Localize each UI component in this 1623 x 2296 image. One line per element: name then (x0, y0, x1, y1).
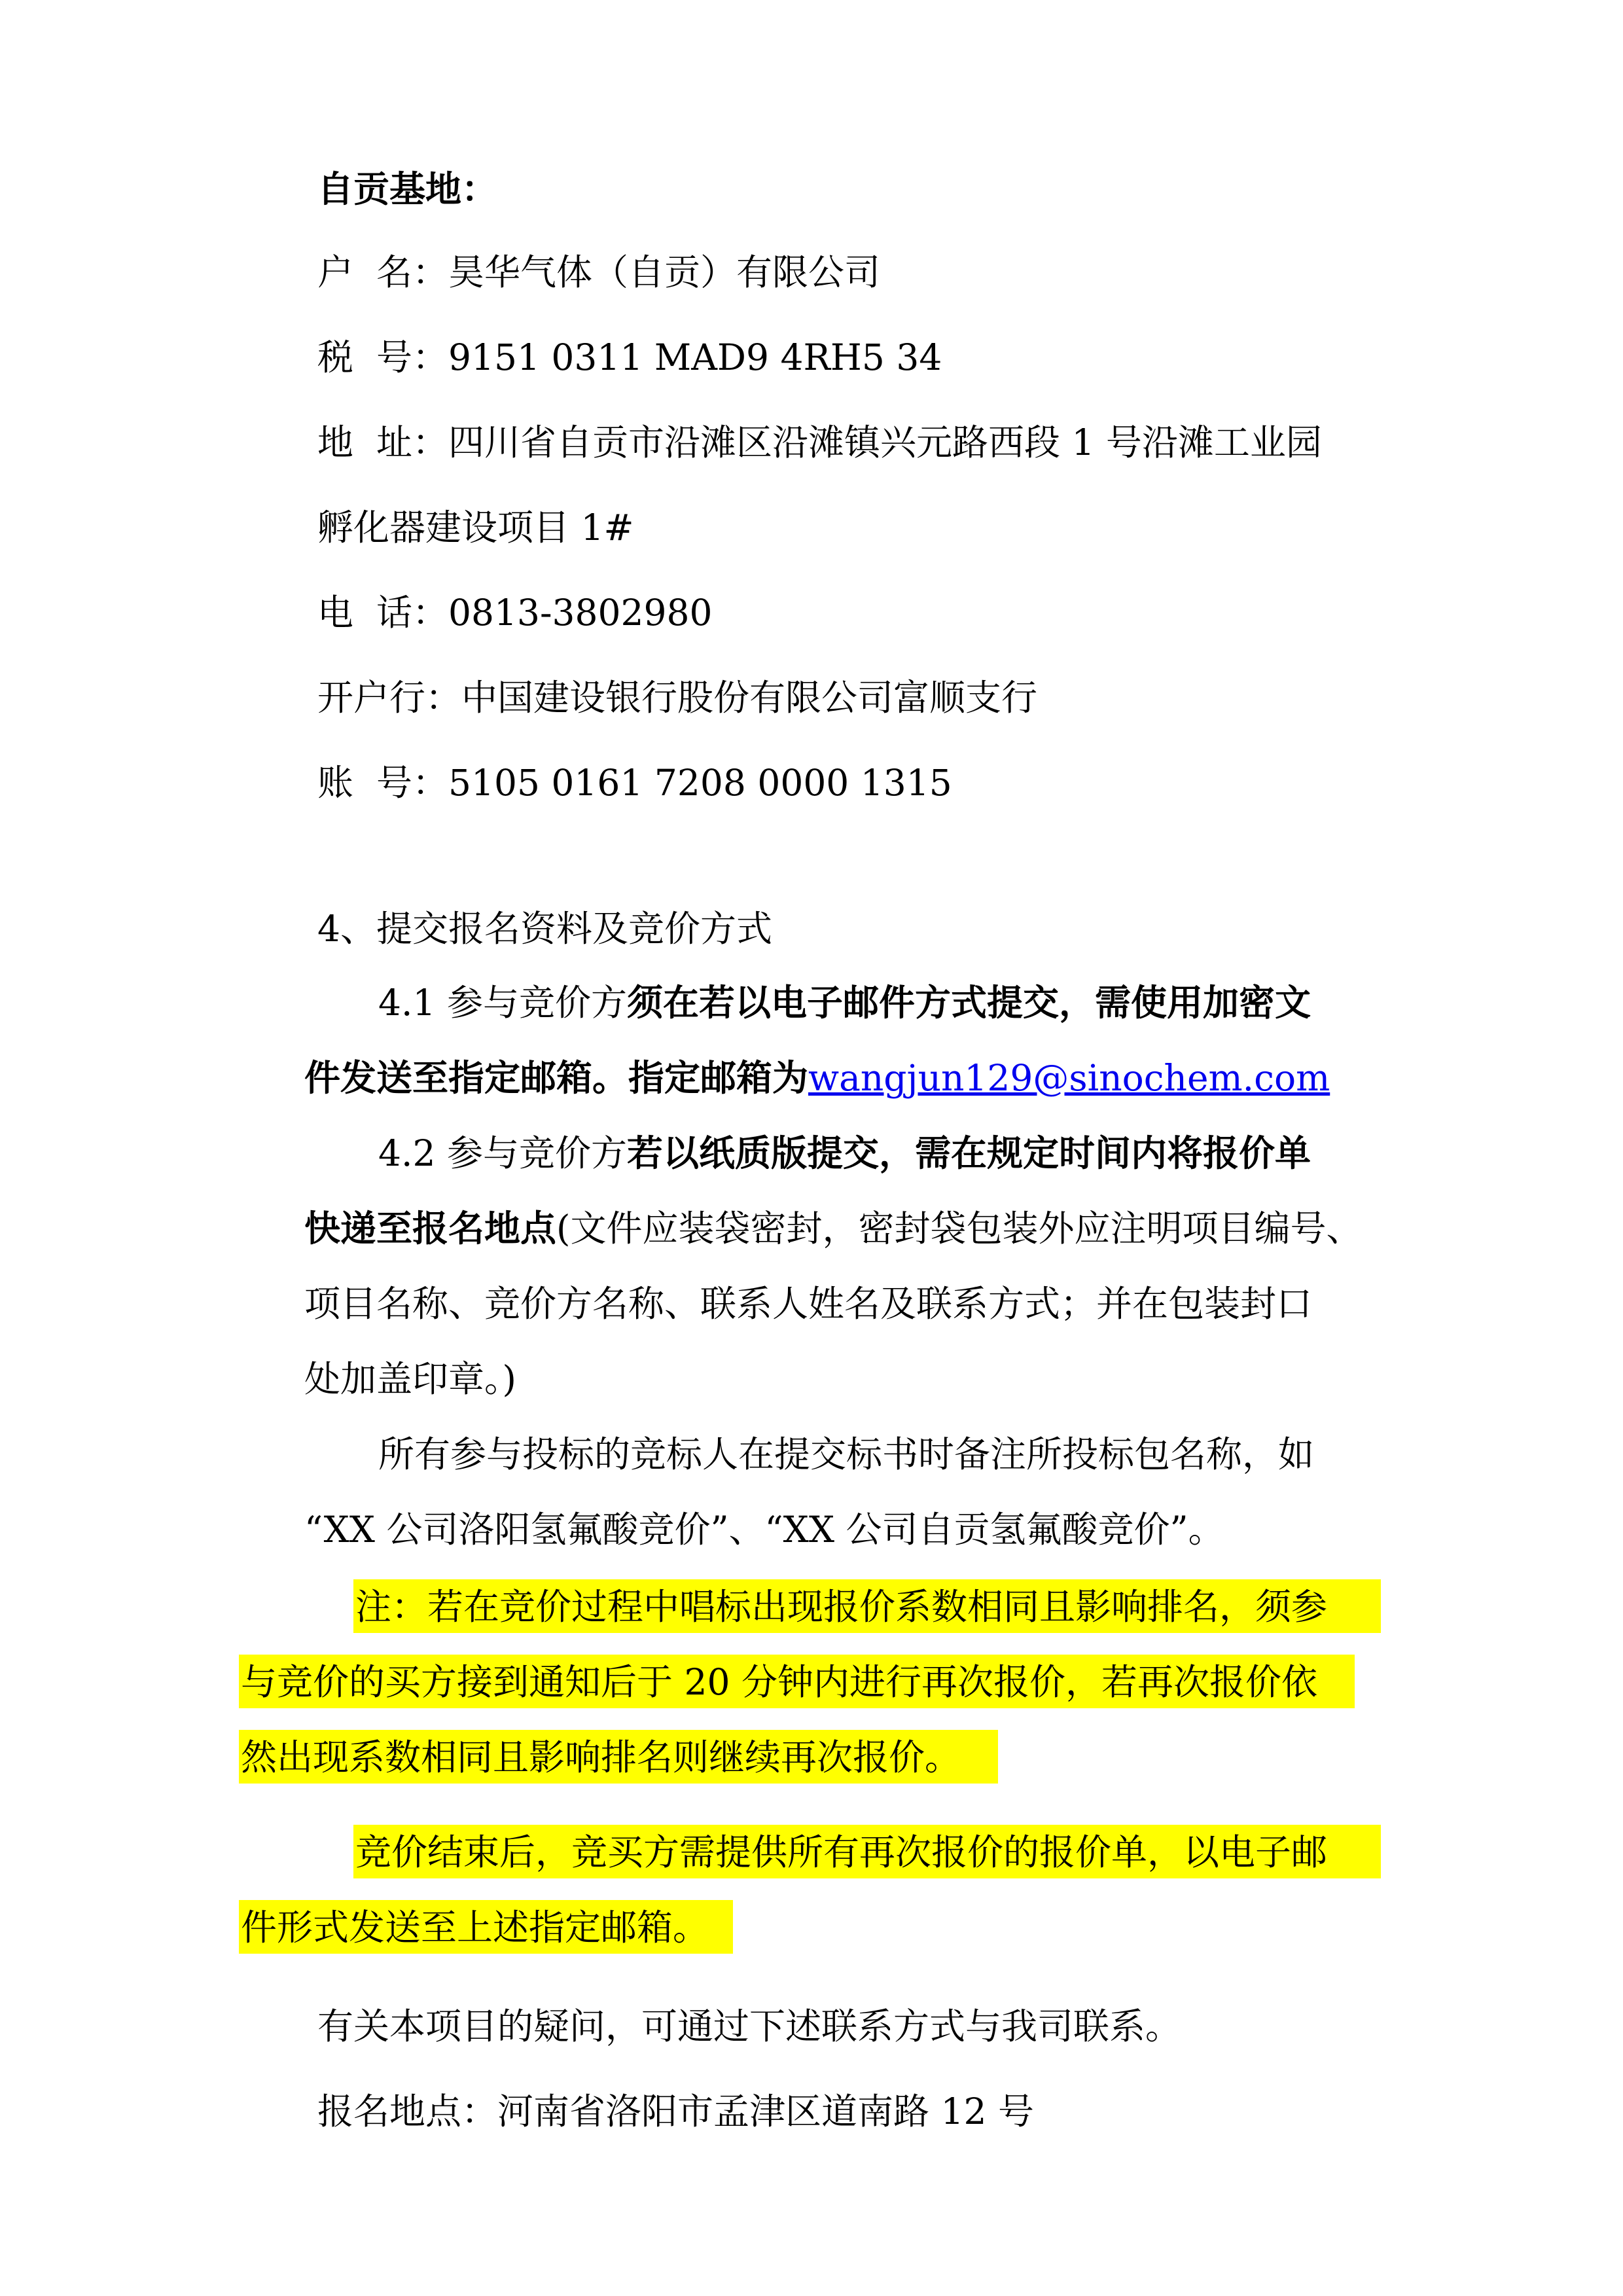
p42-bold-line2: 快递至报名地点 (304, 1207, 557, 1249)
note2-line1-text: 竞价结束后，竞买方需提供所有再次报价的报价单，以电子邮 (355, 1831, 1328, 1873)
note2-line2 (241, 1902, 709, 1953)
note2-line1 (355, 1827, 1327, 1878)
phone-row (317, 587, 712, 638)
p42-line3-text: 项目名称、竞价方名称、联系人姓名及联系方式；并在包装封口 (304, 1283, 1313, 1325)
tax-no-value: 9151 0311 MAD9 4RH5 34 (448, 336, 942, 378)
address-value-line1: 四川省自贡市沿滩区沿滩镇兴元路西段 1 号沿滩工业园 (448, 422, 1322, 463)
section4-title (317, 903, 772, 954)
p42-line4-text: 处加盖印章。) (304, 1358, 516, 1400)
tax-no-row (317, 332, 942, 383)
tax-no-label: 税 号： (317, 336, 448, 378)
p41-prefix: 4.1 参与竞价方 (378, 982, 627, 1024)
remark-line1-text: 所有参与投标的竞标人在提交标书时备注所投标包名称，如 (378, 1433, 1315, 1475)
account-no-value: 5105 0161 7208 0000 1315 (448, 762, 952, 804)
email-link[interactable]: wangjun129@sinochem.com (808, 1057, 1330, 1099)
p42-line2 (304, 1203, 1362, 1254)
note1-line3 (241, 1732, 961, 1783)
contact-intro-text: 有关本项目的疑问，可通过下述联系方式与我司联系。 (317, 2005, 1182, 2047)
p42-line4 (304, 1354, 516, 1405)
note2-line2-text: 件形式发送至上述指定邮箱。 (241, 1907, 709, 1948)
note1-line1-text: 注：若在竞价过程中唱标出现报价系数相同且影响排名，须参 (355, 1586, 1328, 1628)
p41-line2 (304, 1052, 1330, 1103)
note1-line3-text: 然出现系数相同且影响排名则继续再次报价。 (241, 1736, 961, 1778)
account-name-label: 户 名： (317, 251, 448, 293)
remark-line1 (378, 1429, 1314, 1480)
note1-line2-text: 与竞价的买方接到通知后于 20 分钟内进行再次报价，若再次报价依 (241, 1661, 1317, 1703)
p41-line1 (378, 977, 1311, 1028)
bank-row (317, 672, 1037, 723)
contact-intro (317, 2001, 1181, 2052)
account-name-value: 昊华气体（自贡）有限公司 (448, 251, 880, 293)
address-continuation (317, 502, 634, 553)
phone-label: 电 话： (317, 592, 448, 634)
bank-label: 开户行： (317, 677, 462, 719)
phone-value: 0813-3802980 (448, 592, 713, 634)
section-heading (317, 164, 497, 215)
base-heading: 自贡基地： (317, 168, 498, 210)
p42-line3 (304, 1278, 1312, 1329)
address-value-line2: 孵化器建设项目 1# (317, 507, 634, 548)
account-no-row (317, 757, 952, 808)
p41-bold-line1: 须在若以电子邮件方式提交，需使用加密文 (626, 981, 1311, 1024)
p41-bold-line2: 件发送至指定邮箱。指定邮箱为 (304, 1056, 809, 1099)
reg-place-value: 河南省洛阳市孟津区道南路 12 号 (497, 2090, 1034, 2132)
section4-title-text: 4、提交报名资料及竞价方式 (317, 908, 772, 950)
p42-prefix: 4.2 参与竞价方 (378, 1132, 627, 1174)
bank-value: 中国建设银行股份有限公司富顺支行 (461, 677, 1038, 719)
p42-bold-line1: 若以纸质版提交，需在规定时间内将报价单 (626, 1132, 1311, 1174)
account-name-row (317, 247, 880, 298)
address-label: 地 址： (317, 422, 448, 463)
note1-line2 (241, 1657, 1317, 1708)
reg-place-row (317, 2086, 1034, 2137)
p42-line1 (378, 1128, 1311, 1179)
account-no-label: 账 号： (317, 762, 448, 804)
remark-line2-text: “XX 公司洛阳氢氟酸竞价”、“XX 公司自贡氢氟酸竞价”。 (304, 1509, 1224, 1551)
reg-place-label: 报名地点： (317, 2090, 498, 2132)
p42-line2-rest: (文件应装袋密封，密封袋包装外应注明项目编号、 (556, 1208, 1363, 1249)
note1-line1 (355, 1581, 1327, 1632)
remark-line2 (304, 1504, 1224, 1555)
address-row (317, 417, 1322, 468)
